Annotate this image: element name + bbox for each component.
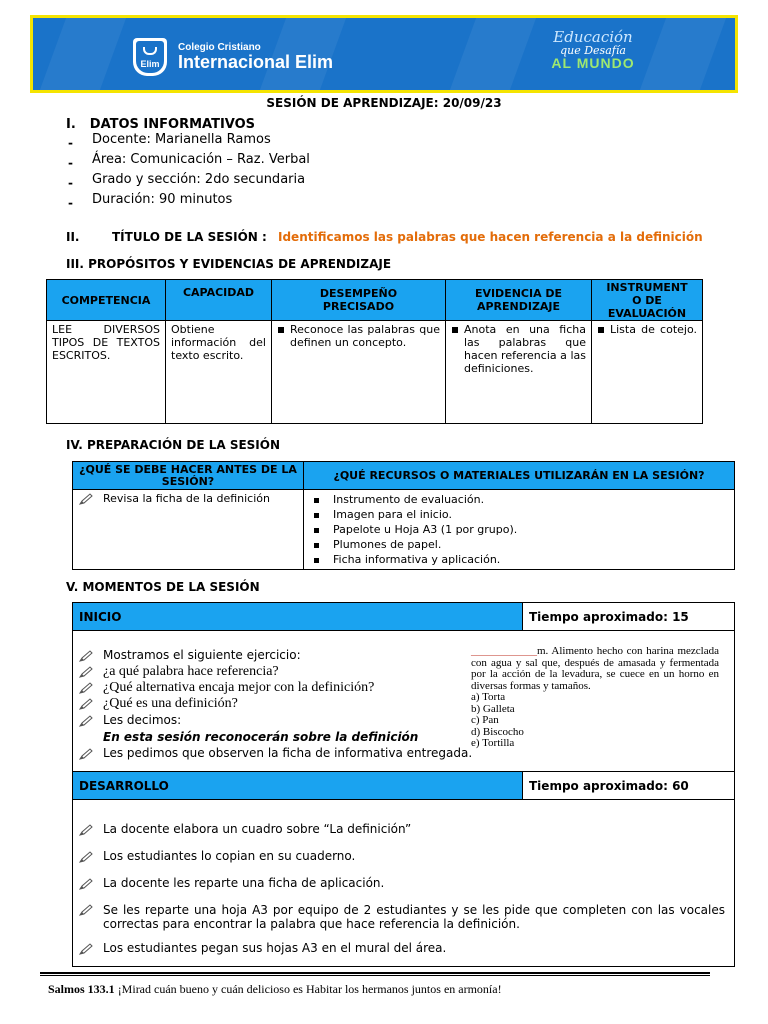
- inicio-item: ¿a qué palabra hace referencia?: [79, 664, 529, 680]
- header-capacidad: CAPACIDAD: [166, 280, 272, 321]
- desarrollo-item: La docente les reparte una ficha de aplicación.: [79, 876, 725, 890]
- slogan-logo: Educación que Desafía AL MUNDO: [551, 28, 635, 71]
- bullet-dash: -: [68, 196, 73, 210]
- header-competencia: COMPETENCIA: [47, 280, 166, 321]
- desarrollo-item: Los estudiantes pegan sus hojas A3 en el mural del área.: [79, 941, 725, 955]
- desarrollo-item: Se les reparte una hoja A3 por equipo de 2 estudiantes y se les pide que completen con las vocales correctas para encontrar la palabra que hace referencia la definición.: [79, 903, 725, 931]
- grado-item: Grado y sección: 2do secundaria: [92, 172, 306, 187]
- recurso-item: Ficha informativa y aplicación.: [314, 552, 728, 567]
- competencia-cell: LEE DIVERSOS TIPOS DE TEXTOS ESCRITOS.: [47, 321, 166, 424]
- session-title: SESIÓN DE APRENDIZAJE: 20/09/23: [266, 96, 502, 110]
- docente-item: Docente: Marianella Ramos: [92, 132, 271, 147]
- preparacion-heading: IV. PREPARACIÓN DE LA SESIÓN: [66, 438, 281, 452]
- pencil-icon: [79, 698, 93, 710]
- pencil-icon: [79, 682, 93, 694]
- momentos-table: [72, 602, 735, 967]
- exercise-option: c) Pan: [471, 714, 499, 726]
- pencil-icon: [79, 715, 93, 727]
- square-bullet-icon: [314, 543, 319, 548]
- inicio-item: Les pedimos que observen la ficha de informativa entregada.: [79, 745, 529, 762]
- exercise-text: m. Alimento hecho con harina mezclada con agua y sal que, después de amasada y fermentada por la acción de la levadura, se cuece en un horno en diversas formas y tamaños.: [471, 645, 719, 692]
- exercise-option: a) Torta: [471, 691, 506, 703]
- desarrollo-content: [73, 800, 735, 967]
- school-name-line2: Internacional Elim: [178, 52, 334, 72]
- titulo-label: TÍTULO DE LA SESIÓN :: [112, 230, 267, 244]
- bullet-dash: -: [68, 176, 73, 190]
- pencil-icon: [79, 748, 93, 760]
- recursos-cell: [304, 490, 735, 570]
- header-banner: [30, 15, 738, 93]
- square-bullet-icon: [278, 327, 284, 333]
- pencil-icon: [79, 851, 93, 863]
- desarrollo-item: La docente elabora un cuadro sobre “La definición”: [79, 822, 725, 836]
- footer-verse: Salmos 133.1 ¡Mirad cuán bueno y cuán delicioso es Habitar los hermanos juntos en armonía!: [48, 982, 502, 996]
- datos-heading: I. DATOS INFORMATIVOS: [66, 117, 256, 132]
- desempeno-cell: Reconoce las palabras que definen un concepto.: [272, 321, 446, 424]
- exercise-image: [471, 646, 719, 750]
- duracion-item: Duración: 90 minutos: [92, 192, 233, 207]
- inicio-emphasis: En esta sesión reconocerán sobre la definición: [103, 730, 419, 744]
- area-item: Área: Comunicación – Raz. Verbal: [92, 152, 310, 167]
- inicio-item: Les decimos:: [79, 712, 529, 729]
- inicio-time: Tiempo aproximado: 15: [523, 603, 735, 631]
- exercise-option: e) Tortilla: [471, 737, 515, 749]
- pencil-icon: [79, 904, 93, 916]
- pencil-icon: [79, 666, 93, 678]
- inicio-item: ¿Qué alternativa encaja mejor con la definición?: [79, 680, 529, 696]
- pencil-icon: [79, 493, 93, 505]
- footer-divider: [40, 972, 710, 974]
- momentos-heading: V. MOMENTOS DE LA SESIÓN: [66, 580, 260, 594]
- pencil-icon: [79, 943, 93, 955]
- desarrollo-time: Tiempo aproximado: 60: [523, 772, 735, 800]
- propositos-table: [46, 279, 703, 424]
- school-logo-icon: Elim: [133, 38, 167, 76]
- inicio-item: Mostramos el siguiente ejercicio:: [79, 647, 529, 664]
- capacidad-cell: Obtiene información del texto escrito.: [166, 321, 272, 424]
- pencil-icon: [79, 824, 93, 836]
- instrumento-cell: Lista de cotejo.: [592, 321, 703, 424]
- school-name-line1: Colegio Cristiano: [178, 42, 261, 53]
- titulo-value: Identificamos las palabras que hacen referencia a la definición: [278, 230, 703, 244]
- pencil-icon: [79, 878, 93, 890]
- exercise-option: d) Biscocho: [471, 725, 524, 738]
- bullet-dash: -: [68, 136, 73, 150]
- square-bullet-icon: [314, 498, 319, 503]
- evidencia-cell: Anota en una ficha las palabras que hacen referencia a las definiciones.: [446, 321, 592, 424]
- square-bullet-icon: [314, 558, 319, 563]
- header-evidencia: EVIDENCIA DE APRENDIZAJE: [446, 280, 592, 321]
- titulo-num: II.: [66, 230, 80, 244]
- square-bullet-icon: [598, 327, 604, 333]
- square-bullet-icon: [452, 327, 458, 333]
- square-bullet-icon: [314, 528, 319, 533]
- square-bullet-icon: [314, 513, 319, 518]
- footer-divider: [40, 975, 710, 976]
- header-antes: ¿QUÉ SE DEBE HACER ANTES DE LA SESIÓN?: [73, 462, 304, 490]
- inicio-item: ¿Qué es una definición?: [79, 696, 529, 712]
- recurso-item: Papelote u Hoja A3 (1 por grupo).: [314, 522, 728, 537]
- header-recursos: ¿QUÉ RECURSOS O MATERIALES UTILIZARÁN EN LA SESIÓN?: [304, 462, 735, 490]
- exercise-option: b) Galleta: [471, 702, 515, 715]
- exercise-blank: ____________: [471, 645, 537, 657]
- inicio-content: [73, 631, 735, 772]
- recurso-item: Imagen para el inicio.: [314, 507, 728, 522]
- preparacion-table: [72, 461, 735, 570]
- recurso-item: Plumones de papel.: [314, 537, 728, 552]
- bullet-dash: -: [68, 156, 73, 170]
- header-desempeno: DESEMPEÑO PRECISADO: [272, 280, 446, 321]
- antes-cell: Revisa la ficha de la definición: [73, 490, 304, 570]
- header-instrumento: INSTRUMENT O DE EVALUACIÓN: [592, 280, 703, 321]
- desarrollo-label: DESARROLLO: [73, 772, 523, 800]
- recurso-item: Instrumento de evaluación.: [314, 492, 728, 507]
- pencil-icon: [79, 650, 93, 662]
- inicio-label: INICIO: [73, 603, 523, 631]
- propositos-heading: III. PROPÓSITOS Y EVIDENCIAS DE APRENDIZAJE: [66, 257, 392, 271]
- desarrollo-item: Los estudiantes lo copian en su cuaderno.: [79, 849, 725, 863]
